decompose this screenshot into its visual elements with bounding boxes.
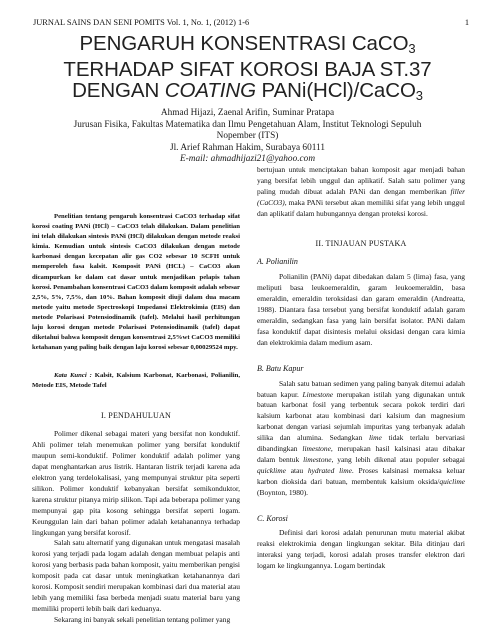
- keywords: [32, 371, 240, 391]
- paragraph: Polimer dikenal sebagai materi yang bersifat non konduktif. Ahli polimer telah menemukan polimer yang bersifat konduktif maupun semi-konduktif. Polimer konduktif adalah polimer yang dapat menghantarkan arus listrik. Hantaran listrik terjadi karena ada elektron yang terdelokalisasi, yang mempunyai struktur pita seperti silikon. Polimer konduktif kebanyakan bersifat semikonduktor, karena struktur pitanya mirip silikon. Tapi ada beberapa polimer yang mempunyai gap pita kosong sehingga bersifat seperti logam. Keunggulan lain dari bahan polimer adalah ketahanannya terhadap lingkungan yang bersifat korosif.: [32, 429, 240, 537]
- paragraph: Definisi dari korosi adalah penurunan mutu material akibat reaksi elektrokimia dengan lingkungan sekitar. Bila ditinjau dari interaksi yang terjadi, korosi adalah proses transfer elektron dari logam ke lingkungannya. Logam bertindak: [257, 528, 465, 571]
- subsection-heading-polianilin: A. Polianilin: [257, 257, 298, 267]
- left-column: [32, 212, 240, 626]
- title-line-2: TERHADAP SIFAT KOROSI BAJA ST.37: [63, 58, 432, 81]
- page-number: 1: [464, 18, 469, 27]
- paragraph: Salah satu alternatif yang digunakan untuk mengatasi masalah korosi yang terjadi pada logam adalah dengan membuat pelapis anti korosi yang berbasis pada bahan komposit, yaitu memberikan pengisi komposit pada cat dasar untuk meningkatkan ketahanannya dari korosi. Komposit sendiri merupakan kombinasi dari dua material atau lebih yang memiliki fasa berbeda menjadi suatu material baru yang memiliki properti lebih baik dari keduanya.: [32, 538, 240, 613]
- paragraph: Polianilin (PANi) dapat dibedakan dalam 5 (lima) fasa, yang meliputi basa leukoemeraldin, garam leukoemeraldin, basa emeraldin, emeraldin teroksidasi dan garam emeraldin (Andreatta, 1988). Diantara fasa tersebut yang bersifat konduktif adalah garam emeraldin, sedangkan fasa yang lain bersifat isolator. PANi dalam fasa konduktif dapat disintesis melalui oksidasi dengan cara kimia dan elektrokimia dalam medium asam.: [257, 272, 465, 347]
- section-heading-pendahuluan: I. PENDAHULUAN: [101, 410, 171, 420]
- right-column: [257, 165, 465, 572]
- abstract: Penelitian tentang pengaruh konsentrasi CaCO3 terhadap sifat korosi coating PANi (HCl) – CaCO3 telah dilakukan. Dalam penelitian ini telah dilakukan sintesis PANi (HCl) dilakukan dengan metode reaksi kimia. Kemudian untuk sintesis CaCO3 dilakukan dengan metode karbonasi dengan kecepatan alir gas CO2 sebesar 10 SCFH untuk memperoleh fasa kalsit. Komposit PANi (HCL) – CaCO3 akan dicampurkan ke dalam cat dasar untuk menjadikan pelapis tahan korosi. Penambahan konsentrasi CaCO3 dalam komposit adalah sebesar 2,5%, 5%, 7,5%, dan 10%. Bahan komposit diuji dalam dua macam metode yaitu metode Spectroskopi Impedansi Elektrokimia (EIS) dan metode Polarisasi Potensiodinamik (tafel). Melalui hasil perhitungan laju korosi dengan metode Polarisasi Potensiodinamik (tafel) dapat diketahui bahwa komposit dengan konsentrasi 2,5%wt CaCO3 memiliki ketahanan yang paling baik dengan laju korosi sebesar 0,00029524 mpy.: [32, 213, 240, 352]
- running-header: [33, 18, 469, 27]
- author-names: Ahmad Hijazi, Zaenal Arifin, Suminar Pratapa: [160, 108, 335, 118]
- paragraph: Sekarang ini banyak sekali penelitian tentang polimer yang: [54, 614, 231, 624]
- keywords-text: Kalsit, Kalsium Karbonat, Karbonasi, Polianilin, Metode EIS, Metode Tafel: [32, 372, 240, 390]
- keywords-label: Kata Kunci :: [54, 372, 92, 380]
- affiliation-line-2: Nopember (ITS): [216, 131, 279, 142]
- author-address: Jl. Arief Rahman Hakim, Surabaya 60111: [169, 142, 325, 153]
- section-heading-tinjauan-pustaka: II. TINJAUAN PUSTAKA: [315, 238, 407, 248]
- author-block: [0, 108, 495, 166]
- title-line-1: PENGARUH KONSENTRASI CaCO$_3$: [79, 32, 416, 56]
- author-email: E-mail: ahmadhijazi21@yahoo.com: [179, 154, 316, 165]
- affiliation-line-1: Jurusan Fisika, Fakultas Matematika dan Ilmu Pengetahuan Alam, Institut Teknologi Sepuluh: [73, 119, 422, 130]
- paragraph-continued: bertujuan untuk menciptakan bahan komposit agar menjadi bahan yang bersifat lebih unggul dan aplikatif. Salah satu polimer yang paling mudah dibuat adalah PANi dan dengan memberikan filler (CaCO3), maka PANi tersebut akan memiliki sifat yang lebih unggul dan aplikatif dalam hubungannya dengan proteksi korosi.: [257, 165, 465, 218]
- paper-title: [0, 33, 495, 106]
- title-line-3: DENGAN COATING PANi(HCl)/CaCO$_3$: [72, 79, 423, 103]
- subsection-heading-batu-kapur: B. Batu Kapur: [257, 363, 304, 373]
- paragraph: Salah satu batuan sedimen yang paling banyak ditemui adalah batuan kapur. Limestone merupakan istilah yang digunakan untuk batuan karbonat fosil yang terbentuk secara pokok terdiri dari kalsium karbonat atau kombinasi dari kalsium dan magnesium karbonat dengan variasi sejumlah impuritas yang terbanyak adalah silika dan alumina. Sedangkan lime tidak terlalu bervariasi dibandingkan limestone, merupakan hasil kalsinasi atau dibakar dalam bentuk limestone, yang lebih dikenal atau populer sebagai quicklime atau hydrated lime. Proses kalsinasi memaksa keluar karbon dioksida dari batuan, membentuk kalsium oksida/quiclime (Boynton, 1980).: [257, 378, 466, 497]
- subsection-heading-korosi: C. Korosi: [257, 513, 288, 523]
- journal-name: JURNAL SAINS DAN SENI POMITS Vol. 1, No. 1, (2012) 1-6: [33, 18, 250, 27]
